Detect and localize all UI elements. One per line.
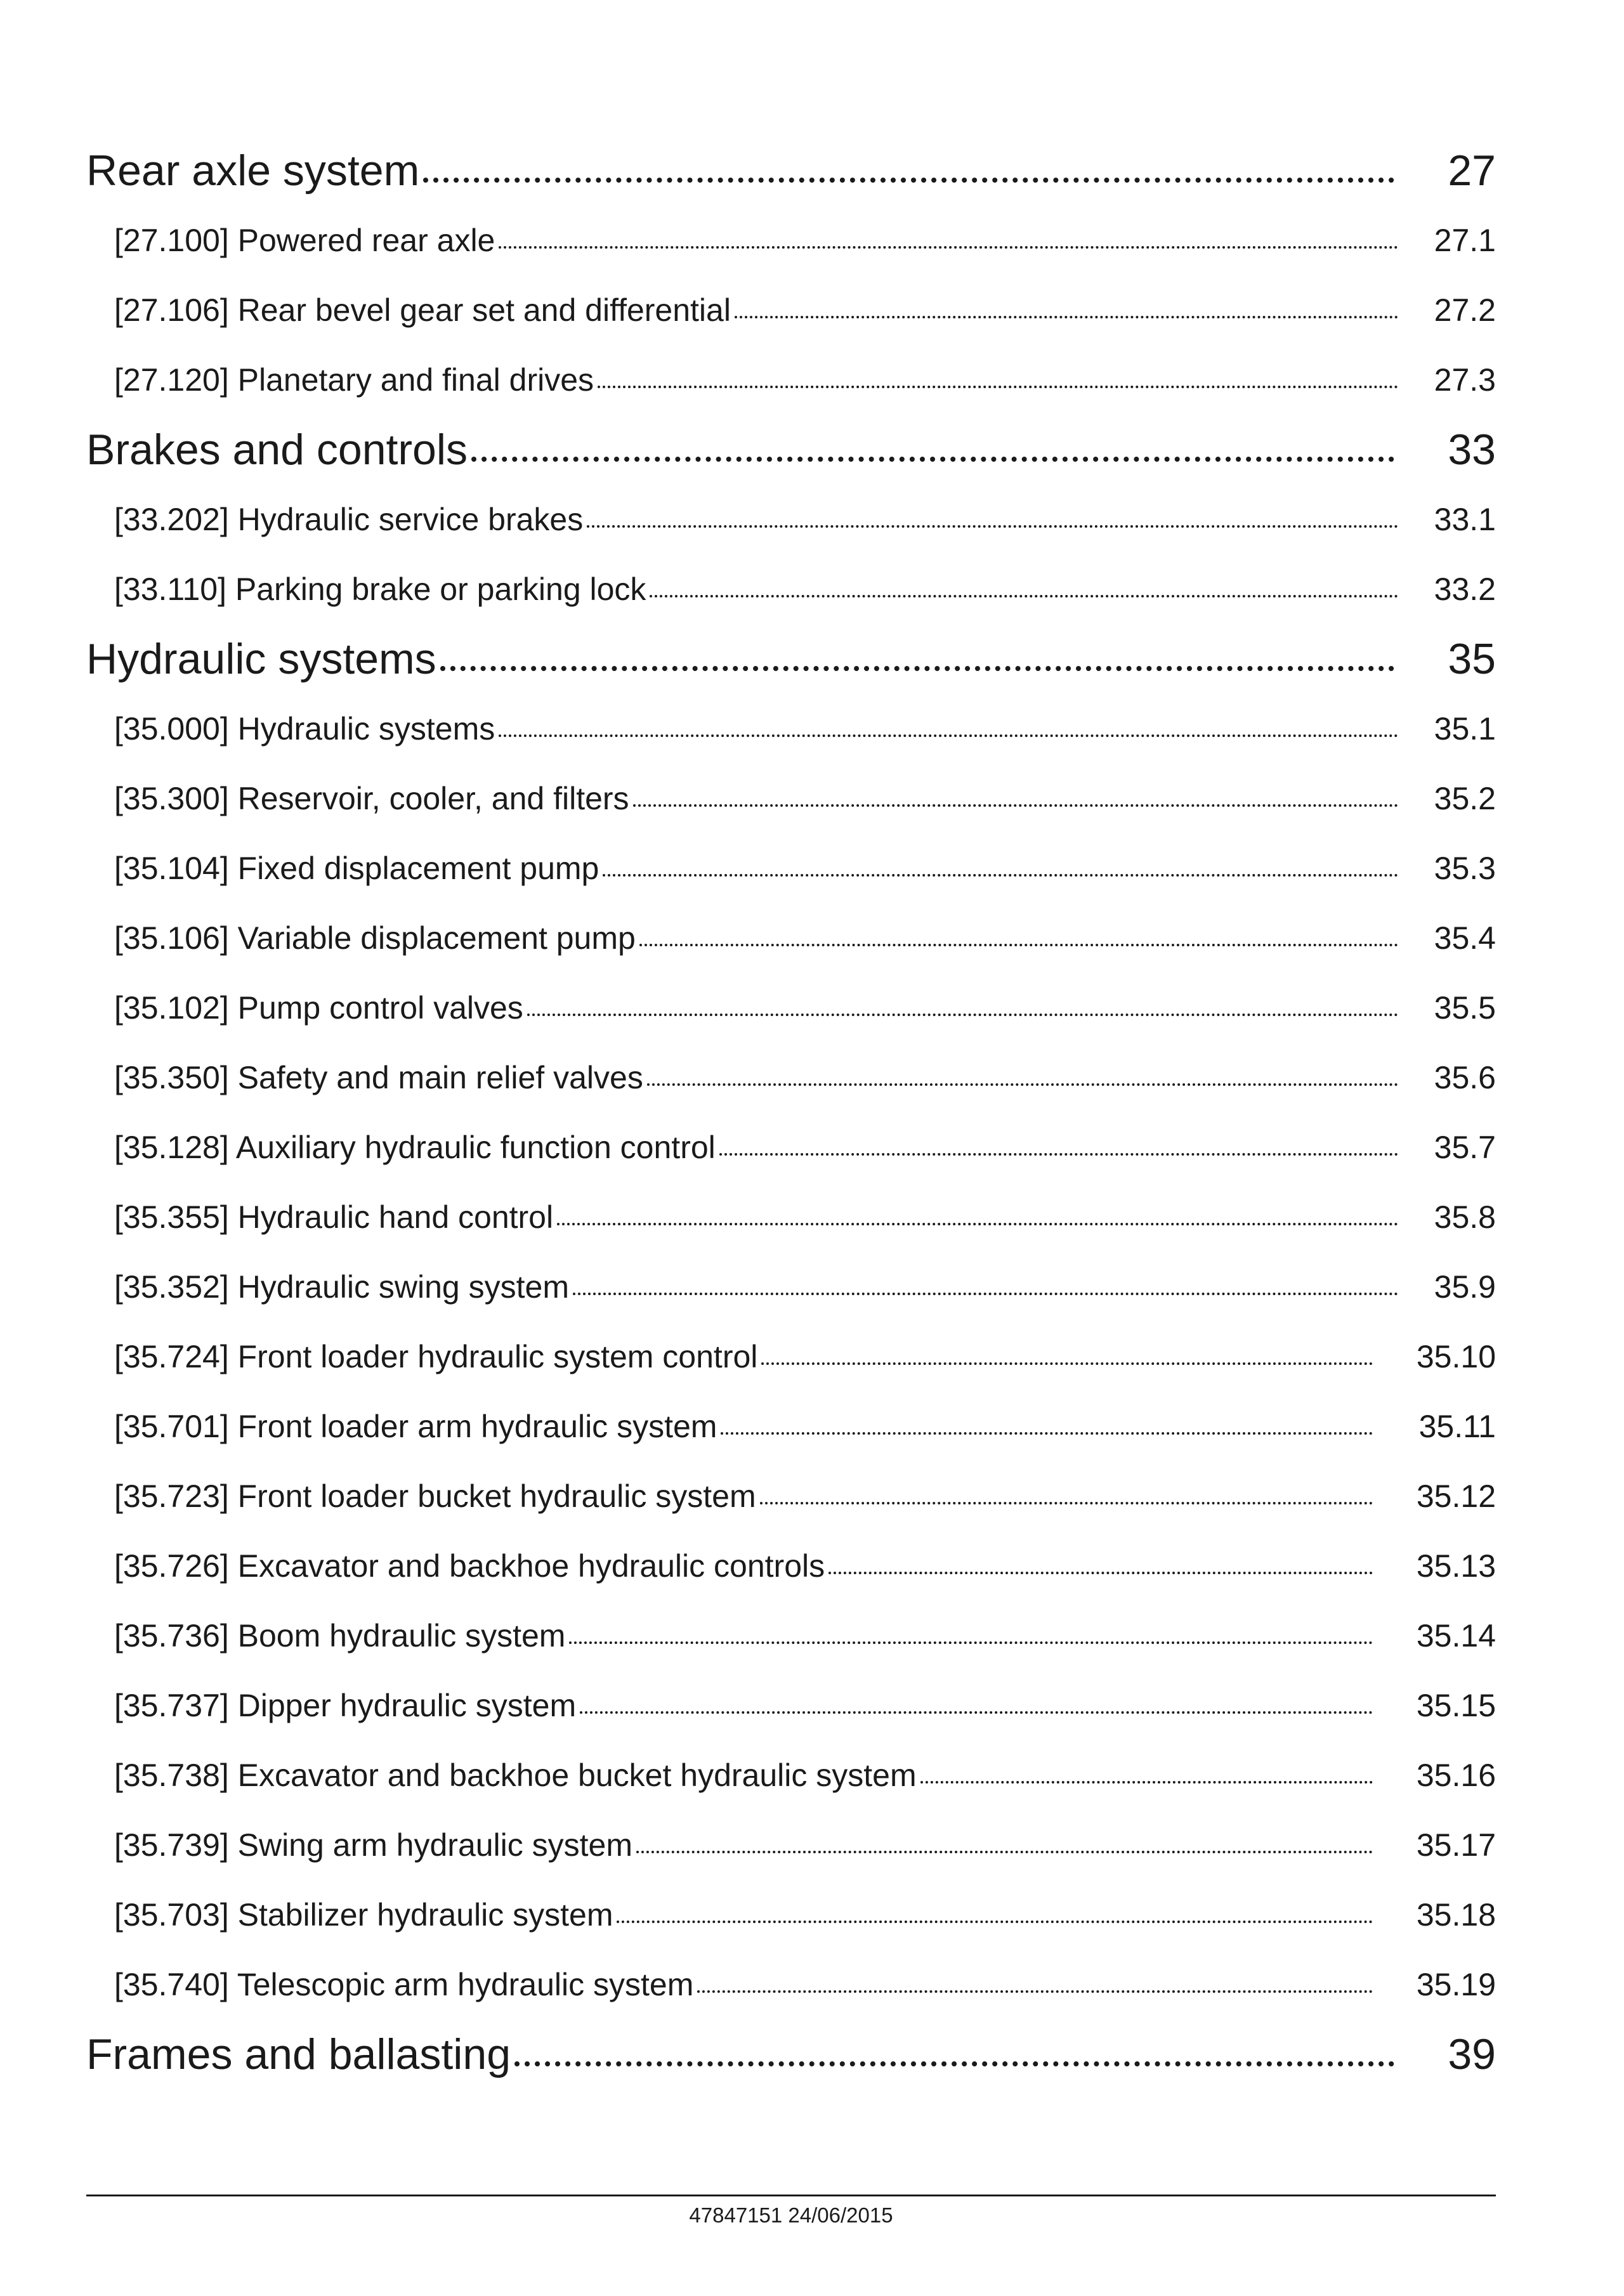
toc-section-brakes-and-controls (86, 415, 1496, 624)
dot-leader (639, 944, 1398, 946)
dot-leader (761, 1362, 1373, 1365)
toc-entry[interactable] (86, 1112, 1496, 1182)
dot-leader (920, 1781, 1373, 1784)
toc-entry-page: 35.7 (1434, 1130, 1496, 1165)
toc-heading-title: Brakes and controls (86, 426, 468, 474)
toc-entry-page: 35.1 (1434, 711, 1496, 747)
dot-leader (828, 1572, 1373, 1574)
dot-leader (719, 1153, 1398, 1156)
toc-entry-label: [35.000] Hydraulic systems (114, 711, 495, 747)
dot-leader (617, 1921, 1373, 1923)
toc-entry[interactable] (86, 903, 1496, 973)
dot-leader (471, 457, 1394, 462)
toc-heading-title: Rear axle system (86, 147, 420, 195)
dot-leader (603, 874, 1398, 877)
toc-entry-label: [27.106] Rear bevel gear set and differential (114, 292, 731, 328)
toc-heading-page: 35 (1448, 635, 1496, 683)
toc-entry-label: [33.110] Parking brake or parking lock (114, 571, 646, 607)
footer-document-id: 47847151 24/06/2015 (689, 2203, 893, 2227)
toc-section-hydraulic-systems (86, 624, 1496, 2019)
dot-leader (569, 1641, 1373, 1644)
dot-leader (598, 386, 1398, 388)
dot-leader (499, 246, 1398, 249)
toc-entry[interactable] (86, 485, 1496, 554)
dot-leader (573, 1293, 1398, 1295)
toc-entry-page: 35.11 (1418, 1409, 1496, 1444)
toc-entry[interactable] (86, 764, 1496, 833)
dot-leader (633, 804, 1398, 807)
dot-leader (440, 666, 1394, 671)
toc-entry-page: 35.16 (1416, 1758, 1496, 1793)
dot-leader (587, 525, 1398, 528)
toc-entry-page: 35.4 (1434, 920, 1496, 956)
toc-entry-page: 27.1 (1434, 223, 1496, 258)
toc-entry-label: [35.352] Hydraulic swing system (114, 1269, 569, 1305)
dot-leader (760, 1502, 1373, 1504)
toc-entry-page: 35.18 (1416, 1897, 1496, 1933)
toc-heading[interactable] (86, 136, 1496, 205)
toc-entry-page: 35.15 (1416, 1688, 1496, 1723)
toc-entry[interactable] (86, 1392, 1496, 1461)
toc-entry-page: 27.2 (1434, 292, 1496, 328)
footer-divider (86, 2195, 1496, 2196)
toc-entry-label: [35.102] Pump control valves (114, 990, 523, 1026)
dot-leader (580, 1711, 1373, 1714)
dot-leader (527, 1014, 1398, 1016)
toc-entry-page: 35.2 (1434, 781, 1496, 816)
toc-heading-title: Frames and ballasting (86, 2030, 511, 2078)
dot-leader (650, 595, 1398, 597)
toc-entry-label: [27.100] Powered rear axle (114, 223, 495, 258)
toc-entry[interactable] (86, 1671, 1496, 1740)
toc-section-rear-axle-system (86, 136, 1496, 415)
toc-entry-page: 27.3 (1434, 362, 1496, 398)
toc-entry-label: [35.738] Excavator and backhoe bucket hydraulic system (114, 1758, 917, 1793)
toc-entry-label: [35.723] Front loader bucket hydraulic system (114, 1478, 756, 1514)
toc-entry[interactable] (86, 833, 1496, 903)
dot-leader (647, 1083, 1398, 1086)
toc-entry-page: 35.12 (1416, 1478, 1496, 1514)
toc-heading-page: 33 (1448, 426, 1496, 474)
toc-entry-label: [35.737] Dipper hydraulic system (114, 1688, 577, 1723)
toc-entry[interactable] (86, 1880, 1496, 1950)
dot-leader (697, 1990, 1373, 1993)
toc-entry[interactable] (86, 1252, 1496, 1322)
toc-entry[interactable] (86, 1322, 1496, 1392)
toc-entry-label: [35.701] Front loader arm hydraulic system (114, 1409, 717, 1444)
toc-entry[interactable] (86, 205, 1496, 275)
toc-entry[interactable] (86, 1601, 1496, 1671)
toc-entry[interactable] (86, 1810, 1496, 1880)
toc-entry-label: [27.120] Planetary and final drives (114, 362, 594, 398)
toc-heading[interactable] (86, 415, 1496, 485)
toc-entry[interactable] (86, 1740, 1496, 1810)
toc-entry-label: [35.300] Reservoir, cooler, and filters (114, 781, 629, 816)
toc-entry-page: 35.19 (1416, 1967, 1496, 2002)
toc-entry-page: 35.13 (1416, 1548, 1496, 1584)
toc-heading-title: Hydraulic systems (86, 635, 436, 683)
toc-entry-page: 35.6 (1434, 1060, 1496, 1095)
toc-entry-label: [35.106] Variable displacement pump (114, 920, 636, 956)
dot-leader (557, 1223, 1398, 1225)
toc-entry-label: [35.104] Fixed displacement pump (114, 851, 599, 886)
dot-leader (499, 734, 1398, 737)
toc-entry-label: [35.740] Telescopic arm hydraulic system (114, 1967, 694, 2002)
toc-heading[interactable] (86, 624, 1496, 694)
toc-entry-label: [35.355] Hydraulic hand control (114, 1199, 554, 1235)
toc-entry-page: 33.2 (1434, 571, 1496, 607)
toc-entry-page: 35.9 (1434, 1269, 1496, 1305)
dot-leader (636, 1851, 1373, 1853)
toc-entry-page: 35.17 (1416, 1827, 1496, 1863)
toc-entry[interactable] (86, 275, 1496, 345)
toc-entry-page: 35.3 (1434, 851, 1496, 886)
toc-heading[interactable] (86, 2019, 1496, 2089)
toc-entry[interactable] (86, 1182, 1496, 1252)
toc-entry-label: [33.202] Hydraulic service brakes (114, 502, 584, 537)
table-of-contents (86, 136, 1496, 2089)
toc-entry[interactable] (86, 973, 1496, 1043)
toc-heading-page: 39 (1448, 2030, 1496, 2078)
toc-entry-label: [35.726] Excavator and backhoe hydraulic controls (114, 1548, 825, 1584)
toc-entry[interactable] (86, 1461, 1496, 1531)
toc-entry-label: [35.724] Front loader hydraulic system control (114, 1339, 758, 1374)
toc-entry-label: [35.703] Stabilizer hydraulic system (114, 1897, 613, 1933)
dot-leader (423, 178, 1394, 183)
toc-entry-label: [35.739] Swing arm hydraulic system (114, 1827, 633, 1863)
dot-leader (735, 316, 1398, 318)
toc-entry[interactable] (86, 694, 1496, 764)
toc-heading-page: 27 (1448, 147, 1496, 195)
toc-entry-page: 33.1 (1434, 502, 1496, 537)
toc-entry-label: [35.350] Safety and main relief valves (114, 1060, 643, 1095)
toc-entry-page: 35.14 (1416, 1618, 1496, 1654)
toc-entry-label: [35.736] Boom hydraulic system (114, 1618, 566, 1654)
dot-leader (721, 1432, 1373, 1435)
toc-entry[interactable] (86, 1950, 1496, 2019)
toc-entry-page: 35.8 (1434, 1199, 1496, 1235)
toc-entry[interactable] (86, 554, 1496, 624)
dot-leader (514, 2061, 1394, 2066)
toc-entry[interactable] (86, 1531, 1496, 1601)
toc-entry-page: 35.5 (1434, 990, 1496, 1026)
toc-entry-page: 35.10 (1416, 1339, 1496, 1374)
toc-section-frames-and-ballasting (86, 2019, 1496, 2089)
toc-entry[interactable] (86, 1043, 1496, 1112)
toc-entry-label: [35.128] Auxiliary hydraulic function control (114, 1130, 716, 1165)
toc-entry[interactable] (86, 345, 1496, 415)
